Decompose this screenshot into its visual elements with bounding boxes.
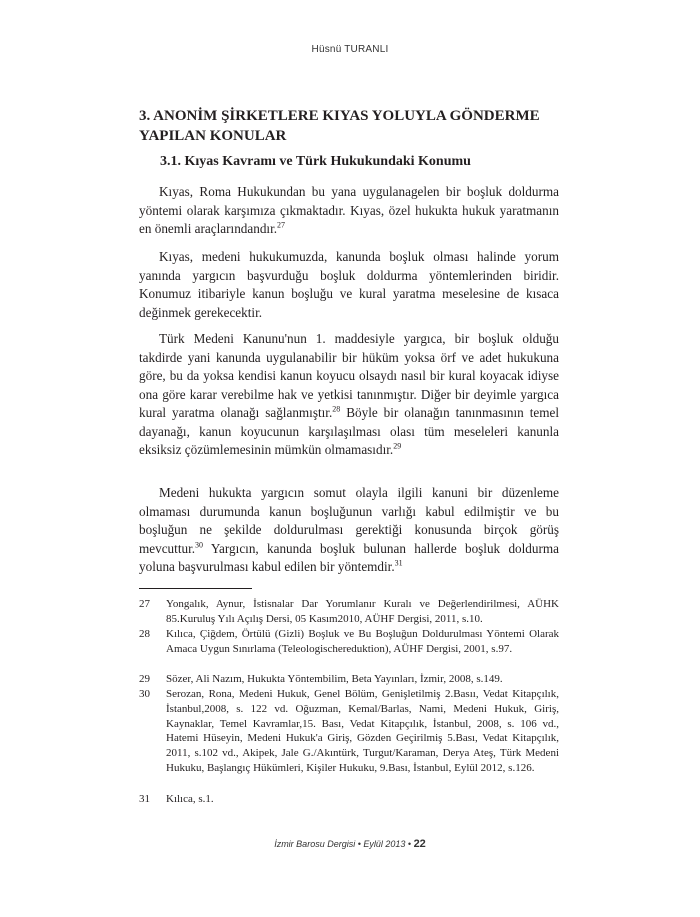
paragraph-2: Kıyas, medeni hukukumuzda, kanunda boşluk olması halinde yorum yanında yargıcın başvurduğu boşluk doldurma yöntemlerinden biridir. Konumuz itibariyle kanun boşluğu ve kural yaratma meselesine de kısaca değinmek gerekecektir. — [139, 249, 559, 320]
paragraph-4: Medeni hukukta yargıcın somut olayla ilgili kanuni bir düzenleme olmaması durumunda kanun boşluğunun varlığı kabul edilmiştir ve bu boşluğun ne şekilde doldurulması gerektiği konusunda birçok görüş mevcuttur.$^{30}$ Yargıcın, kanunda boşluk bulunan hallerde boşluk doldurma yoluna başvurulması kabul edilen bir yöntemdir.$^{31}$ — [139, 485, 559, 574]
page-footer — [0, 838, 700, 850]
footnote-ref-27: 27 — [277, 220, 286, 230]
footnote-text: Yongalık, Aynur, İstisnalar Dar Yorumlanır Kuralı ve Değerlendirilmesi, AÜHK 85.Kuruluş Yılı Açılış Dersi, 05 Kasım2010, AÜHF Dergisi, 2011, s.10. — [166, 598, 559, 625]
section-title: 3. ANONİM ŞİRKETLERE KIYAS YOLUYLA GÖNDERME YAPILAN KONULAR — [139, 108, 540, 144]
footnote-number: 28 — [139, 628, 150, 640]
footnote-number: 31 — [139, 793, 150, 805]
footnote-29 — [139, 672, 559, 687]
footnote-text: Serozan, Rona, Medeni Hukuk, Genel Bölüm, Genişletilmiş 2.Basıı, Vedat Kitapçılık, İstanbul,2008, s. 122 vd. Oğuzman, Kemal/Barlas, Nami, Medeni Hukuk, Giriş, Kaynaklar, Temel Kavramlar,15. Bası, Vedat Kitapçılık, İstanbul, 2008, s. 106 vd., Hatemi Hüseyin, Medeni Hukuk'a Giriş, Gözden Geçirilmiş 5.Bası, Vedat Kitapçılık, 2011, s.102 vd., Akipek, Jale G./Akıntürk, Turgut/Karaman, Derya Ateş, Türk Medeni Hukuku, Başlangıç Hükümleri, Kişiler Hukuku, 9.Bası, İstanbul, Eylül 2012, s.126. — [166, 688, 559, 774]
footnote-ref-31: 31 — [394, 558, 403, 568]
paragraph-3: Türk Medeni Kanunu'nun 1. maddesiyle yargıca, bir boşluk olduğu takdirde yani kanunda uygulanabilir bir hüküm yoksa örf ve adet hukukuna göre, bu da yoksa kendisi kanun koyucu olsaydı nasıl bir kural koyacak idiyse ona göre karar verebilme hak ve yetkisi tanınmıştır. Diğer bir deyimle yargıca kural yaratma olanağı sağlanmıştır.$^{28}$ Böyle bir olanağın tanınmasının temel dayanağı, kanun koyucunun karşılaşılması olası tüm meseleleri kanunla eksiksiz çözümlemesinin mümkün olmamasıdır.$^{29}$ — [139, 331, 559, 457]
page-number: 22 — [413, 838, 426, 850]
footnote-text: Kılıca, Çiğdem, Örtülü (Gizli) Boşluk ve Bu Boşluğun Doldurulması Yöntemi Olarak Amaca Uygun Sınırlama (Teleologischereduktion), AÜHF Dergisi, 2001, s.97. — [166, 628, 559, 655]
footnote-ref-30: 30 — [195, 540, 204, 550]
footnote-text: Sözer, Ali Nazım, Hukukta Yöntembilim, Beta Yayınları, İzmir, 2008, s.149. — [166, 673, 503, 685]
subsection-title: 3.1. Kıyas Kavramı ve Türk Hukukundaki Konumu — [160, 154, 471, 169]
footnote-31 — [139, 792, 559, 807]
footnote-30 — [139, 687, 559, 776]
footnote-text: Kılıca, s.1. — [166, 793, 214, 805]
footnote-28 — [139, 627, 559, 657]
footnote-separator — [139, 588, 252, 589]
footnote-number: 30 — [139, 688, 150, 700]
footnote-ref-28: 28 — [332, 404, 341, 414]
footnote-27 — [139, 597, 559, 627]
footnote-number: 29 — [139, 673, 150, 685]
running-header: Hüsnü TURANLI — [311, 44, 389, 55]
journal-name: İzmir Barosu Dergisi • Eylül 2013 • — [274, 839, 412, 849]
footnote-ref-29: 29 — [393, 441, 402, 451]
paragraph-1: Kıyas, Roma Hukukundan bu yana uygulanagelen bir boşluk doldurma yöntemi olarak karşımıza çıkmaktadır. Kıyas, özel hukukta hukuk yaratmanın en önemli araçlarındandır.$^{27}$ — [139, 184, 559, 236]
footnote-number: 27 — [139, 598, 150, 610]
